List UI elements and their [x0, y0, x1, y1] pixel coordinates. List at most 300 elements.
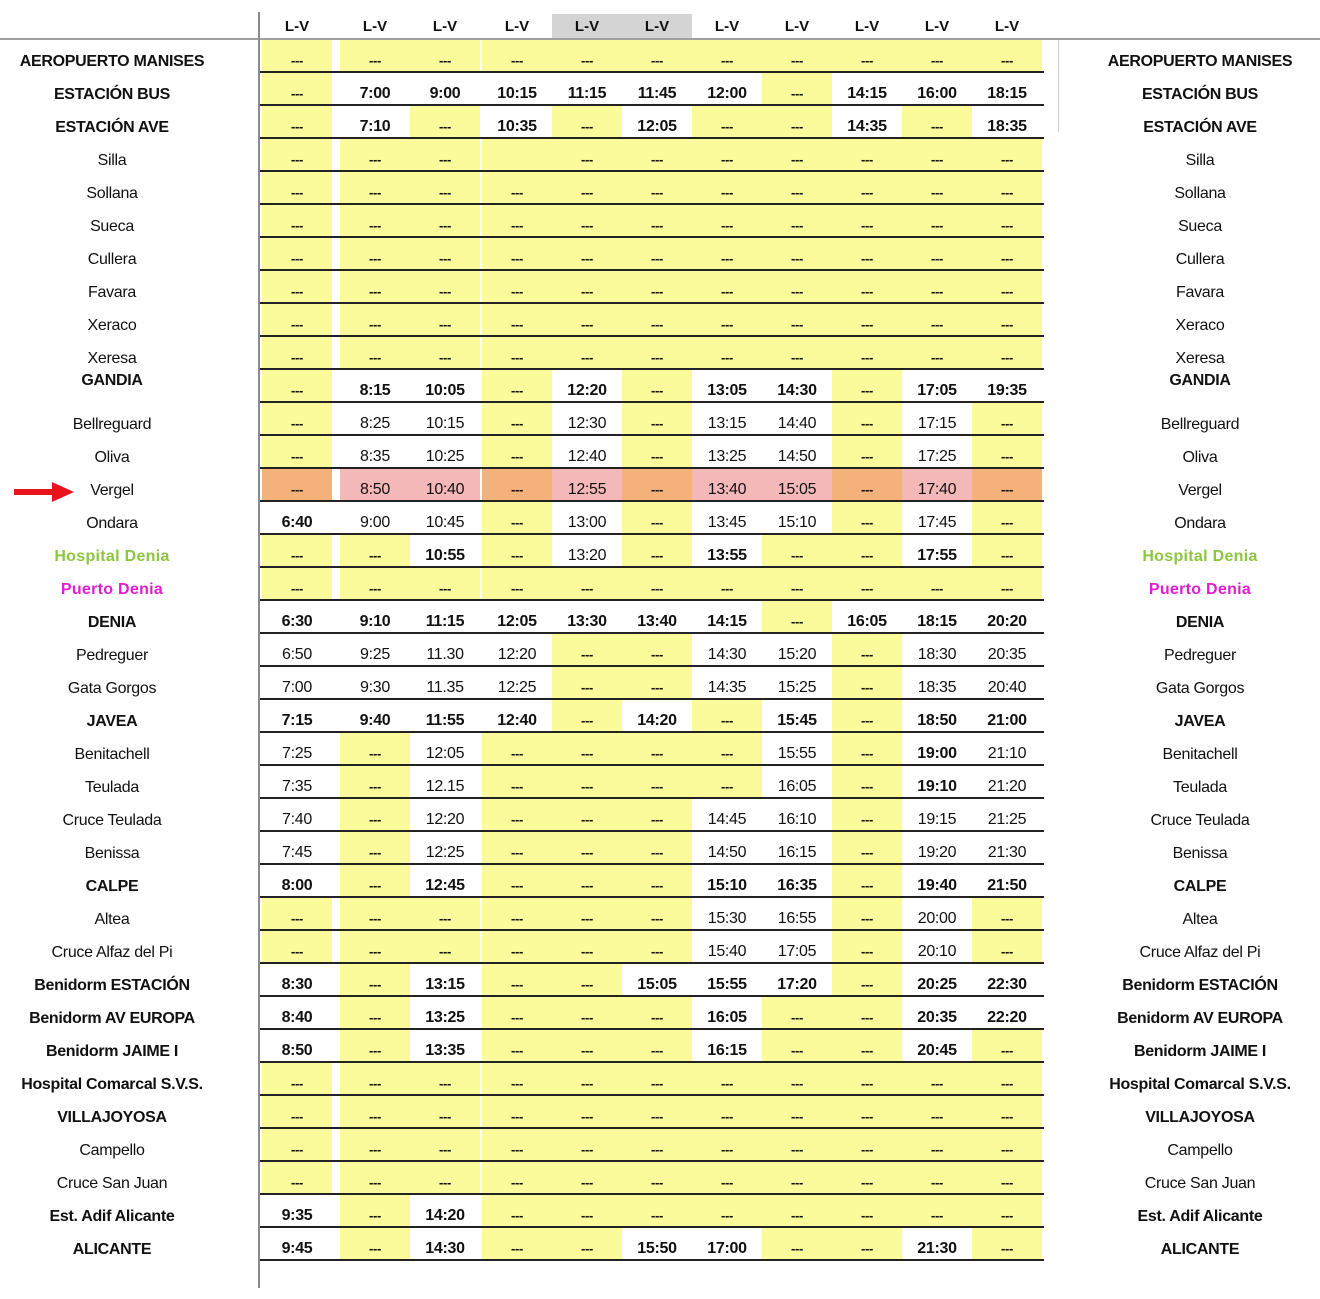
- time-cell: 17:55: [917, 547, 957, 564]
- time-cell: 9:25: [360, 646, 390, 663]
- time-cell: ---: [340, 1096, 410, 1128]
- time-cell: ---: [972, 535, 1042, 567]
- stop-name-left: JAVEA: [86, 713, 138, 730]
- time-cell: ---: [692, 172, 762, 204]
- time-cell: 14:40: [777, 415, 817, 432]
- time-cell: ---: [410, 1096, 480, 1128]
- stop-name-left: ALICANTE: [72, 1241, 152, 1258]
- stop-name-left: AEROPUERTO MANISES: [19, 53, 205, 70]
- time-cell: 21:10: [987, 745, 1027, 762]
- time-cell: ---: [832, 898, 902, 930]
- stop-name-left: Cruce Alfaz del Pi: [51, 944, 173, 961]
- time-cell: ---: [832, 337, 902, 369]
- time-cell: 19:10: [917, 778, 957, 795]
- time-cell: ---: [622, 403, 692, 435]
- stop-name-right: Silla: [1185, 152, 1215, 169]
- time-cell: ---: [552, 931, 622, 963]
- time-cell: ---: [482, 799, 552, 831]
- stop-name-right: Favara: [1176, 284, 1224, 301]
- time-cell: 11:55: [425, 712, 465, 729]
- time-cell: ---: [762, 139, 832, 171]
- time-cell: ---: [262, 238, 332, 270]
- column-header: L-V: [622, 14, 692, 38]
- time-cell: ---: [972, 436, 1042, 468]
- time-cell: ---: [622, 238, 692, 270]
- time-cell: 17:05: [777, 943, 817, 960]
- time-cell: ---: [262, 271, 332, 303]
- time-cell: 10:35: [497, 118, 537, 135]
- time-cell: 15:10: [777, 514, 817, 531]
- time-cell: 13:25: [425, 1009, 465, 1026]
- time-cell: ---: [762, 601, 832, 633]
- stop-name-left: Benidorm ESTACIÓN: [34, 977, 190, 994]
- stop-name-right: Hospital Denia: [1142, 548, 1258, 565]
- time-cell: ---: [262, 370, 332, 402]
- time-cell: 13:15: [425, 976, 465, 993]
- time-cell: 6:30: [281, 613, 313, 630]
- stop-name-left: Gata Gorgos: [67, 680, 157, 697]
- time-cell: 15:55: [777, 745, 817, 762]
- stop-name-left: Favara: [88, 284, 136, 301]
- time-cell: ---: [340, 1030, 410, 1062]
- time-cell: ---: [972, 469, 1042, 501]
- stop-name-right: Cruce Alfaz del Pi: [1139, 944, 1261, 961]
- time-cell: 20:40: [987, 679, 1027, 696]
- stop-name-right: Vergel: [1178, 482, 1222, 499]
- time-cell: ---: [972, 1063, 1042, 1095]
- time-cell: ---: [482, 1096, 552, 1128]
- time-cell: 9:00: [360, 514, 390, 531]
- time-cell: ---: [832, 667, 902, 699]
- time-cell: ---: [340, 1063, 410, 1095]
- time-cell: ---: [482, 832, 552, 864]
- time-cell: ---: [902, 1096, 972, 1128]
- time-cell: 14:30: [425, 1240, 465, 1257]
- time-cell: ---: [972, 1129, 1042, 1161]
- time-cell: ---: [972, 1162, 1042, 1194]
- stop-name-right: Cruce Teulada: [1150, 812, 1250, 829]
- time-cell: 13:40: [637, 613, 677, 630]
- time-cell: ---: [692, 40, 762, 72]
- time-cell: 16:55: [777, 910, 817, 927]
- time-cell: ---: [622, 502, 692, 534]
- time-cell: ---: [482, 1129, 552, 1161]
- time-cell: ---: [762, 172, 832, 204]
- time-cell: ---: [762, 238, 832, 270]
- time-cell: ---: [622, 733, 692, 765]
- time-cell: 16:05: [777, 778, 817, 795]
- time-cell: ---: [832, 1096, 902, 1128]
- time-cell: ---: [410, 1162, 480, 1194]
- time-cell: ---: [552, 238, 622, 270]
- time-cell: ---: [762, 304, 832, 336]
- time-cell: ---: [552, 898, 622, 930]
- time-cell: ---: [622, 898, 692, 930]
- time-cell: ---: [340, 535, 410, 567]
- time-cell: ---: [832, 1030, 902, 1062]
- time-cell: 11:15: [425, 613, 465, 630]
- time-cell: ---: [832, 766, 902, 798]
- time-cell: 13:35: [425, 1042, 465, 1059]
- time-cell: 13:45: [707, 514, 747, 531]
- time-cell: 7:25: [282, 745, 312, 762]
- time-cell: 19:35: [987, 382, 1027, 399]
- time-cell: ---: [972, 1096, 1042, 1128]
- stop-name-left: Vergel: [90, 482, 134, 499]
- time-cell: ---: [762, 1030, 832, 1062]
- time-cell: ---: [482, 733, 552, 765]
- time-cell: 10:15: [425, 415, 465, 432]
- time-cell: 14:15: [707, 613, 747, 630]
- stop-name-right: Xeraco: [1175, 317, 1225, 334]
- time-cell: ---: [832, 700, 902, 732]
- time-cell: 17:25: [917, 448, 957, 465]
- stop-name-left: Hospital Comarcal S.V.S.: [21, 1076, 203, 1093]
- time-cell: ---: [692, 568, 762, 600]
- time-cell: ---: [410, 271, 480, 303]
- time-cell: ---: [762, 205, 832, 237]
- time-cell: ---: [340, 1228, 410, 1260]
- time-cell: ---: [832, 997, 902, 1029]
- time-cell: ---: [262, 172, 332, 204]
- time-cell: ---: [552, 733, 622, 765]
- stop-name-right: Puerto Denia: [1148, 581, 1252, 598]
- time-cell: 20:35: [987, 646, 1027, 663]
- time-cell: ---: [622, 766, 692, 798]
- time-cell: ---: [692, 271, 762, 303]
- stop-name-right: Benidorm ESTACIÓN: [1122, 977, 1278, 994]
- column-header: L-V: [432, 18, 458, 35]
- time-cell: 17:45: [917, 514, 957, 531]
- time-cell: 21:20: [987, 778, 1027, 795]
- stop-name-left: Benitachell: [74, 746, 150, 763]
- stop-name-right: Altea: [1182, 911, 1218, 928]
- time-cell: ---: [902, 271, 972, 303]
- time-cell: ---: [622, 172, 692, 204]
- stop-name-left: Cruce Teulada: [62, 812, 162, 829]
- time-cell: ---: [692, 700, 762, 732]
- time-cell: ---: [552, 1030, 622, 1062]
- time-cell: ---: [552, 1195, 622, 1227]
- time-cell: 13:00: [567, 514, 607, 531]
- time-cell: ---: [262, 1063, 332, 1095]
- time-cell: 12:00: [707, 85, 747, 102]
- time-cell: ---: [622, 1162, 692, 1194]
- time-cell: 14:15: [847, 85, 887, 102]
- time-cell: 7:45: [282, 844, 312, 861]
- stop-name-right: Cruce San Juan: [1144, 1175, 1256, 1192]
- stop-name-right: Est. Adif Alicante: [1137, 1208, 1263, 1225]
- time-cell: ---: [622, 1129, 692, 1161]
- time-cell: ---: [410, 1129, 480, 1161]
- time-cell: 22:20: [987, 1009, 1027, 1026]
- time-cell: ---: [692, 733, 762, 765]
- stop-name-right: VILLAJOYOSA: [1145, 1109, 1255, 1126]
- time-cell: ---: [410, 238, 480, 270]
- stop-name-right: Sollana: [1174, 185, 1226, 202]
- time-cell: 12:20: [567, 382, 607, 399]
- time-cell: ---: [262, 139, 332, 171]
- stop-name-left: CALPE: [85, 878, 139, 895]
- time-cell: ---: [262, 304, 332, 336]
- time-cell: 21:25: [987, 811, 1027, 828]
- time-cell: ---: [832, 172, 902, 204]
- time-cell: ---: [262, 1096, 332, 1128]
- column-header: L-V: [504, 18, 530, 35]
- time-cell: ---: [692, 238, 762, 270]
- time-cell: ---: [832, 370, 902, 402]
- time-cell: ---: [622, 304, 692, 336]
- time-cell: ---: [552, 40, 622, 72]
- time-cell: ---: [832, 469, 902, 501]
- time-cell: ---: [410, 898, 480, 930]
- stop-name-right: Campello: [1167, 1142, 1233, 1159]
- stop-name-left: DENIA: [87, 614, 137, 631]
- stop-name-left: VILLAJOYOSA: [57, 1109, 167, 1126]
- time-cell: 17:00: [707, 1240, 747, 1257]
- time-cell: ---: [410, 205, 480, 237]
- time-cell: 15:40: [707, 943, 747, 960]
- time-cell: ---: [972, 403, 1042, 435]
- time-cell: ---: [410, 172, 480, 204]
- time-cell: ---: [340, 205, 410, 237]
- time-cell: 12:55: [552, 469, 622, 501]
- time-cell: ---: [902, 304, 972, 336]
- time-cell: 18:50: [917, 712, 957, 729]
- time-cell: 8:30: [281, 976, 313, 993]
- time-cell: 10:25: [425, 448, 465, 465]
- time-cell: 16:15: [777, 844, 817, 861]
- time-cell: ---: [832, 502, 902, 534]
- time-cell: ---: [262, 73, 332, 105]
- time-cell: ---: [482, 1228, 552, 1260]
- time-cell: 16:05: [707, 1009, 747, 1026]
- time-cell: ---: [832, 1195, 902, 1227]
- time-cell: 15:25: [777, 679, 817, 696]
- stop-name-left: Hospital Denia: [54, 548, 170, 565]
- time-cell: ---: [902, 568, 972, 600]
- column-header: L-V: [362, 18, 388, 35]
- time-cell: 15:10: [707, 877, 747, 894]
- time-cell: ---: [482, 40, 552, 72]
- time-cell: ---: [340, 1195, 410, 1227]
- time-cell: 16:10: [777, 811, 817, 828]
- stop-name-left: Silla: [97, 152, 127, 169]
- stop-name-left: Altea: [94, 911, 130, 928]
- time-cell: ---: [622, 997, 692, 1029]
- time-cell: 9:00: [429, 85, 461, 102]
- time-cell: 20:25: [917, 976, 957, 993]
- time-cell: ---: [622, 931, 692, 963]
- time-cell: ---: [832, 304, 902, 336]
- time-cell: 21:30: [917, 1240, 957, 1257]
- time-cell: ---: [340, 568, 410, 600]
- time-cell: ---: [552, 337, 622, 369]
- time-cell: ---: [902, 1195, 972, 1227]
- time-cell: ---: [762, 1228, 832, 1260]
- stop-name-right: DENIA: [1175, 614, 1225, 631]
- time-cell: ---: [762, 535, 832, 567]
- time-cell: ---: [762, 1063, 832, 1095]
- time-cell: ---: [262, 898, 332, 930]
- time-cell: ---: [972, 337, 1042, 369]
- time-cell: ---: [972, 502, 1042, 534]
- time-cell: ---: [762, 1162, 832, 1194]
- time-cell: ---: [832, 271, 902, 303]
- time-cell: ---: [262, 568, 332, 600]
- time-cell: 17:20: [777, 976, 817, 993]
- time-cell: ---: [340, 898, 410, 930]
- time-cell: 8:50: [281, 1042, 313, 1059]
- time-cell: ---: [622, 1195, 692, 1227]
- time-cell: 11.30: [426, 646, 464, 663]
- stop-name-left: Sueca: [90, 218, 134, 235]
- time-cell: 19:00: [917, 745, 957, 762]
- time-cell: 12:05: [425, 745, 465, 762]
- time-cell: ---: [972, 931, 1042, 963]
- stop-name-left: Benidorm AV EUROPA: [29, 1010, 195, 1027]
- time-cell: 7:40: [282, 811, 312, 828]
- time-cell: ---: [340, 931, 410, 963]
- time-cell: ---: [552, 172, 622, 204]
- time-cell: 10:55: [425, 547, 465, 564]
- time-cell: ---: [340, 1162, 410, 1194]
- time-cell: ---: [552, 700, 622, 732]
- time-cell: ---: [902, 139, 972, 171]
- time-cell: 8:50: [340, 469, 410, 501]
- stop-name-right: Teulada: [1173, 779, 1227, 796]
- stop-name-left: GANDIA: [81, 372, 143, 389]
- time-cell: ---: [552, 106, 622, 138]
- time-cell: ---: [622, 139, 692, 171]
- time-cell: ---: [972, 238, 1042, 270]
- time-cell: ---: [692, 304, 762, 336]
- time-cell: 8:35: [360, 448, 390, 465]
- time-cell: ---: [552, 667, 622, 699]
- column-header: L-V: [924, 18, 950, 35]
- time-cell: 12:45: [425, 877, 465, 894]
- stop-name-right: Bellreguard: [1160, 416, 1240, 433]
- time-cell: 16:15: [707, 1042, 747, 1059]
- time-cell: ---: [692, 205, 762, 237]
- time-cell: 8:00: [281, 877, 313, 894]
- time-cell: 12:20: [497, 646, 537, 663]
- time-cell: 19:40: [917, 877, 957, 894]
- time-cell: ---: [262, 205, 332, 237]
- time-cell: ---: [340, 271, 410, 303]
- time-cell: ---: [552, 1228, 622, 1260]
- time-cell: ---: [482, 436, 552, 468]
- time-cell: ---: [902, 1162, 972, 1194]
- time-cell: ---: [832, 634, 902, 666]
- time-cell: ---: [622, 40, 692, 72]
- time-cell: 18:15: [917, 613, 957, 630]
- time-cell: ---: [340, 733, 410, 765]
- stop-name-right: Sueca: [1178, 218, 1222, 235]
- time-cell: ---: [482, 1195, 552, 1227]
- time-cell: ---: [832, 1129, 902, 1161]
- stop-name-left: ESTACIÓN AVE: [55, 119, 169, 136]
- stop-name-left: Benissa: [84, 845, 140, 862]
- time-cell: ---: [762, 106, 832, 138]
- time-cell: ---: [482, 271, 552, 303]
- stop-name-left: Pedreguer: [75, 647, 149, 664]
- time-cell: ---: [262, 436, 332, 468]
- stop-name-right: Benissa: [1172, 845, 1228, 862]
- column-header: L-V: [284, 18, 310, 35]
- time-cell: ---: [482, 370, 552, 402]
- time-cell: 14:20: [425, 1207, 465, 1224]
- time-cell: ---: [552, 832, 622, 864]
- time-cell: ---: [262, 931, 332, 963]
- time-cell: ---: [832, 1162, 902, 1194]
- stop-name-left: Ondara: [86, 515, 138, 532]
- time-cell: ---: [902, 205, 972, 237]
- time-cell: ---: [552, 799, 622, 831]
- stop-name-left: Puerto Denia: [60, 581, 164, 598]
- time-cell: 14:45: [707, 811, 747, 828]
- time-cell: 15:45: [777, 712, 817, 729]
- time-cell: ---: [482, 1063, 552, 1095]
- time-cell: ---: [972, 1228, 1042, 1260]
- time-cell: ---: [262, 1129, 332, 1161]
- time-cell: ---: [340, 1129, 410, 1161]
- time-cell: ---: [262, 469, 332, 501]
- time-cell: 10:05: [425, 382, 465, 399]
- time-cell: ---: [832, 865, 902, 897]
- stop-name-right: Pedreguer: [1163, 647, 1237, 664]
- time-cell: ---: [262, 337, 332, 369]
- time-cell: 7:15: [281, 712, 313, 729]
- time-cell: 12:20: [425, 811, 465, 828]
- stop-name-left: Xeresa: [87, 350, 137, 367]
- time-cell: ---: [552, 964, 622, 996]
- time-cell: 15:05: [637, 976, 677, 993]
- time-cell: 19:15: [917, 811, 957, 828]
- time-cell: ---: [832, 403, 902, 435]
- time-cell: 12:25: [497, 679, 537, 696]
- time-cell: 19:20: [917, 844, 957, 861]
- time-cell: ---: [482, 865, 552, 897]
- time-cell: ---: [262, 106, 332, 138]
- time-cell: 14:35: [847, 118, 887, 135]
- stop-name-left: Xeraco: [87, 317, 137, 334]
- time-cell: ---: [832, 568, 902, 600]
- time-cell: 14:30: [707, 646, 747, 663]
- column-header: L-V: [552, 14, 622, 38]
- time-cell: ---: [762, 40, 832, 72]
- time-cell: ---: [902, 1129, 972, 1161]
- time-cell: 13:55: [707, 547, 747, 564]
- time-cell: ---: [552, 865, 622, 897]
- time-cell: ---: [622, 370, 692, 402]
- time-cell: ---: [262, 40, 332, 72]
- time-cell: ---: [762, 73, 832, 105]
- time-cell: 22:30: [987, 976, 1027, 993]
- time-cell: 15:50: [637, 1240, 677, 1257]
- time-cell: ---: [552, 1096, 622, 1128]
- time-cell: ---: [692, 1063, 762, 1095]
- time-cell: ---: [832, 733, 902, 765]
- time-cell: ---: [410, 337, 480, 369]
- row-divider: [260, 1259, 1044, 1261]
- time-cell: ---: [552, 766, 622, 798]
- time-cell: ---: [552, 1063, 622, 1095]
- time-cell: 13:30: [567, 613, 607, 630]
- time-cell: 17:05: [917, 382, 957, 399]
- time-cell: ---: [340, 997, 410, 1029]
- time-cell: ---: [340, 832, 410, 864]
